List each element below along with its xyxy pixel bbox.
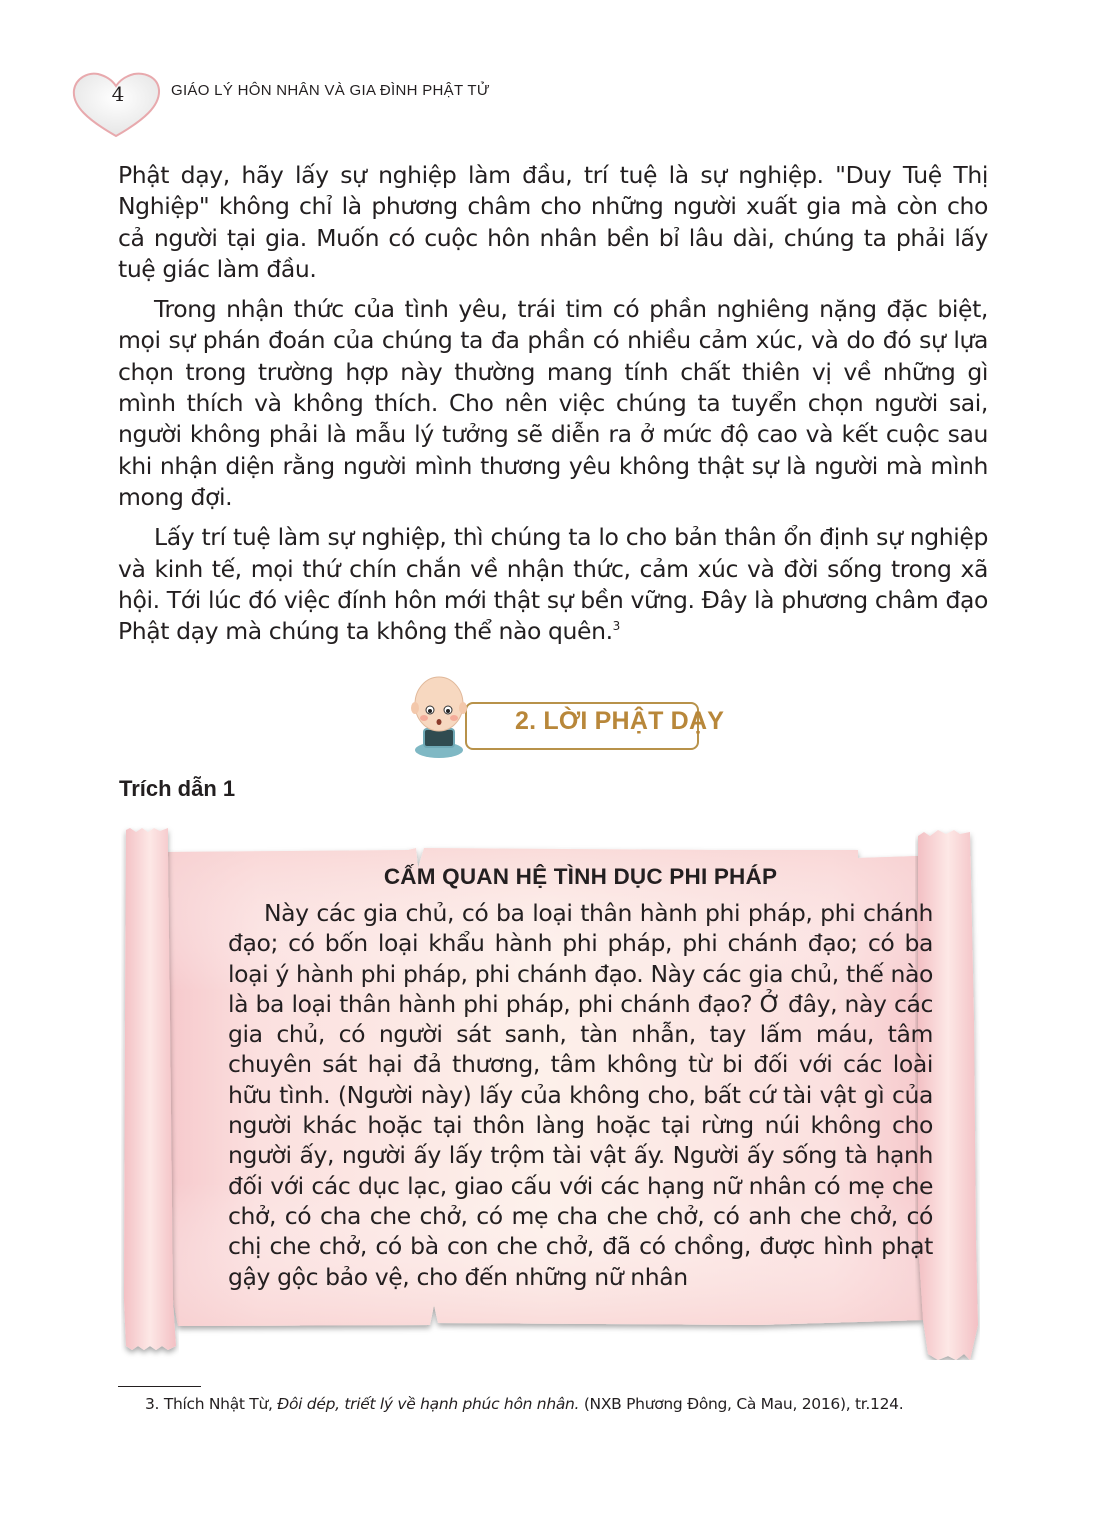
paragraph: Trong nhận thức của tình yêu, trái tim có phần nghiêng nặng đặc biệt, mọi sự phán đoán của chúng ta đa phần có nhiều cảm xúc, và do đó sự lựa chọn trong trường hợp này thường mang tính chất thiên vị về những gì mình thích và không thích. Cho nên việc chúng ta tuyển chọn người sai, người không phải là mẫu lý tưởng sẽ diễn ra ở mức độ cao và kết cuộc sau khi nhận diện rằng người mình thương yêu không thật sự là người mà mình mong đợi.	[118, 295, 988, 511]
footnote-separator	[118, 1386, 201, 1387]
heart-icon	[68, 70, 164, 142]
quote-title: CẤM QUAN HỆ TÌNH DỤC PHI PHÁP	[383, 864, 778, 889]
running-title: GIÁO LÝ HÔN NHÂN VÀ GIA ĐÌNH PHẬT TỬ	[171, 82, 490, 99]
page-number: 4	[111, 82, 125, 106]
monk-reading-icon	[405, 670, 475, 760]
scroll-quote-box	[118, 820, 980, 1360]
paragraph	[118, 522, 988, 647]
paragraph-text: Lấy trí tuệ làm sự nghiệp, thì chúng ta lo cho bản thân ổn định sự nghiệp và kinh tế, mọi thứ chín chắn về nhận thức, cảm xúc và đời sống trong xã hội. Tới lúc đó việc đính hôn mới thật sự bền vững. Đây là phương châm đạo Phật dạy mà chúng ta không thể nào quên.	[118, 523, 988, 646]
footnote	[118, 1392, 998, 1416]
quote-text: Này các gia chủ, có ba loại thân hành phi pháp, phi chánh đạo; có bốn loại khẩu hành phi pháp, phi chánh đạo; có ba loại ý hành phi pháp, phi chánh đạo. Này các gia chủ, thế nào là ba loại thân hành phi pháp, phi chánh đạo? Ở đây, này các gia chủ, có người sát sanh, tàn nhẫn, tay lấm máu, tâm chuyên sát hại đả thương, tâm không từ bi đối với các loài hữu tình. (Người này) lấy của không cho, bất cứ tài vật gì của người khác hoặc tại thôn làng hoặc tại rừng núi không cho người ấy, người ấy lấy trộm tài vật ấy. Người ấy sống tà hạnh đối với các dục lạc, giao cấu với các hạng nữ nhân có mẹ che chở, có cha che chở, có mẹ cha che chở, có anh che chở, có chị che chở, có bà con che chở, đã có chồng, được hình phạt gậy gộc bảo vệ, cho đến những nữ nhân	[228, 899, 933, 1291]
paragraph: Phật dạy, hãy lấy sự nghiệp làm đầu, trí tuệ là sự nghiệp. "Duy Tuệ Thị Nghiệp" không chỉ là phương châm cho những người xuất gia mà còn cho cả người tại gia. Muốn có cuộc hôn nhân bền bỉ lâu dài, chúng ta phải lấy tuệ giác làm đầu.	[118, 161, 988, 283]
section-badge	[405, 670, 725, 760]
body-text	[118, 160, 988, 656]
page-header	[68, 70, 768, 126]
footnote-book-title: Đôi dép, triết lý về hạnh phúc hôn nhân.	[277, 1395, 580, 1413]
scroll-content	[228, 864, 933, 1292]
section-title: 2. LỜI PHẬT DẠY	[515, 707, 725, 735]
footnote-marker[interactable]: 3	[612, 619, 620, 634]
footnote-author: 3. Thích Nhật Từ,	[145, 1395, 278, 1413]
footnote-publisher: (NXB Phương Đông, Cà Mau, 2016), tr.124.	[579, 1395, 904, 1413]
quote-heading: Trích dẫn 1	[119, 776, 236, 801]
